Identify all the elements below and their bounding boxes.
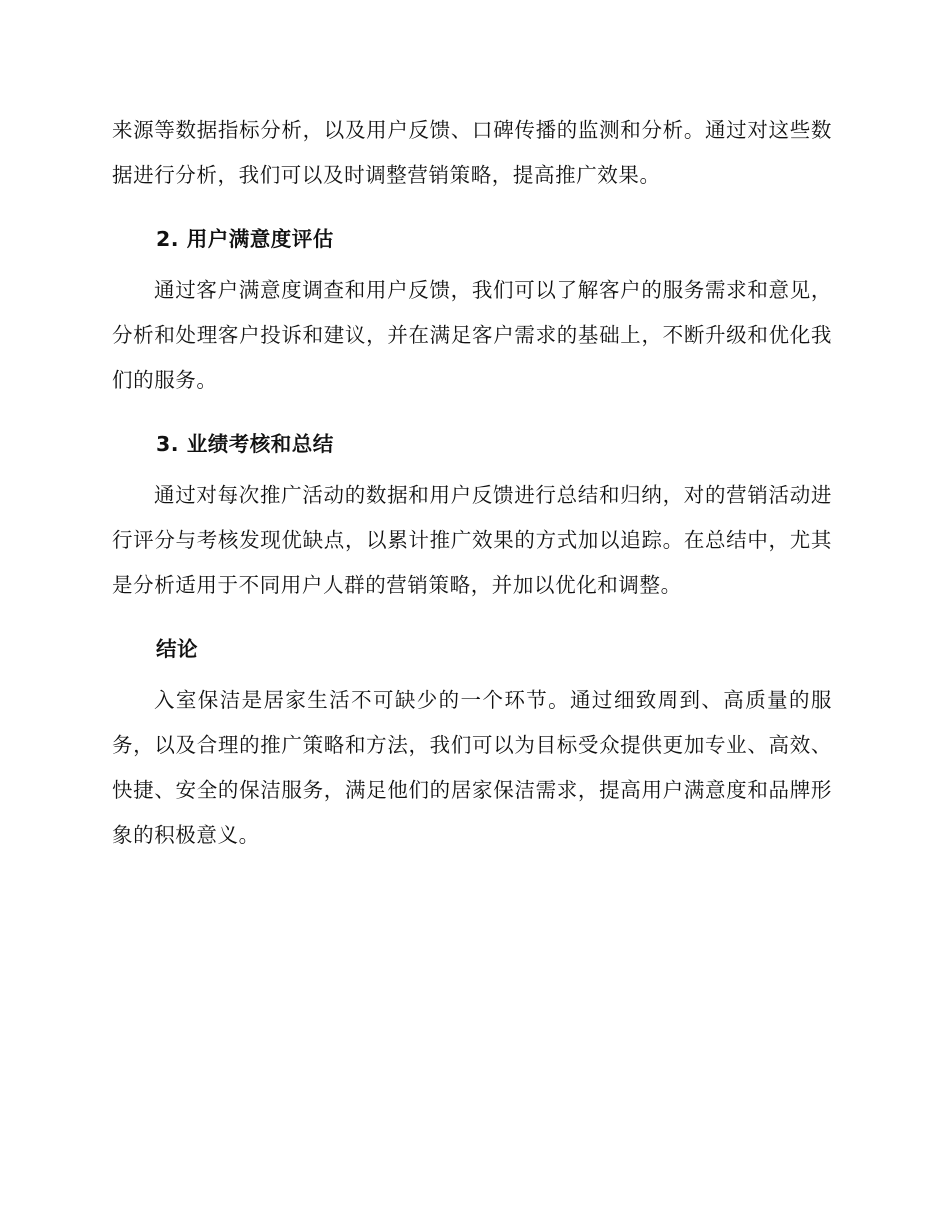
paragraph-user-satisfaction: 通过客户满意度调查和用户反馈，我们可以了解客户的服务需求和意见，分析和处理客户投诉和建议，并在满足客户需求的基础上，不断升级和优化我们的服务。 (112, 278, 832, 392)
spacer (112, 403, 832, 415)
paragraph-conclusion: 入室保洁是居家生活不可缺少的一个环节。通过细致周到、高质量的服务，以及合理的推广策略和方法，我们可以为目标受众提供更加专业、高效、快捷、安全的保洁服务，满足他们的居家保洁需求，提高用户满意度和品牌形象的积极意义。 (112, 688, 832, 847)
paragraph-continued: 来源等数据指标分析，以及用户反馈、口碑传播的监测和分析。通过对这些数据进行分析，我们可以及时调整营销策略，提高推广效果。 (112, 118, 832, 187)
document-page (112, 108, 832, 858)
spacer (112, 198, 832, 210)
section-heading-conclusion: 结论 (156, 637, 198, 661)
paragraph-performance: 通过对每次推广活动的数据和用户反馈进行总结和归纳，对的营销活动进行评分与考核发现优缺点，以累计推广效果的方式加以追踪。在总结中，尤其是分析适用于不同用户人群的营销策略，并加以优化和调整。 (112, 483, 832, 597)
section-heading-user-satisfaction: 2. 用户满意度评估 (156, 227, 334, 251)
spacer (112, 608, 832, 620)
section-heading-performance: 3. 业绩考核和总结 (156, 432, 334, 456)
